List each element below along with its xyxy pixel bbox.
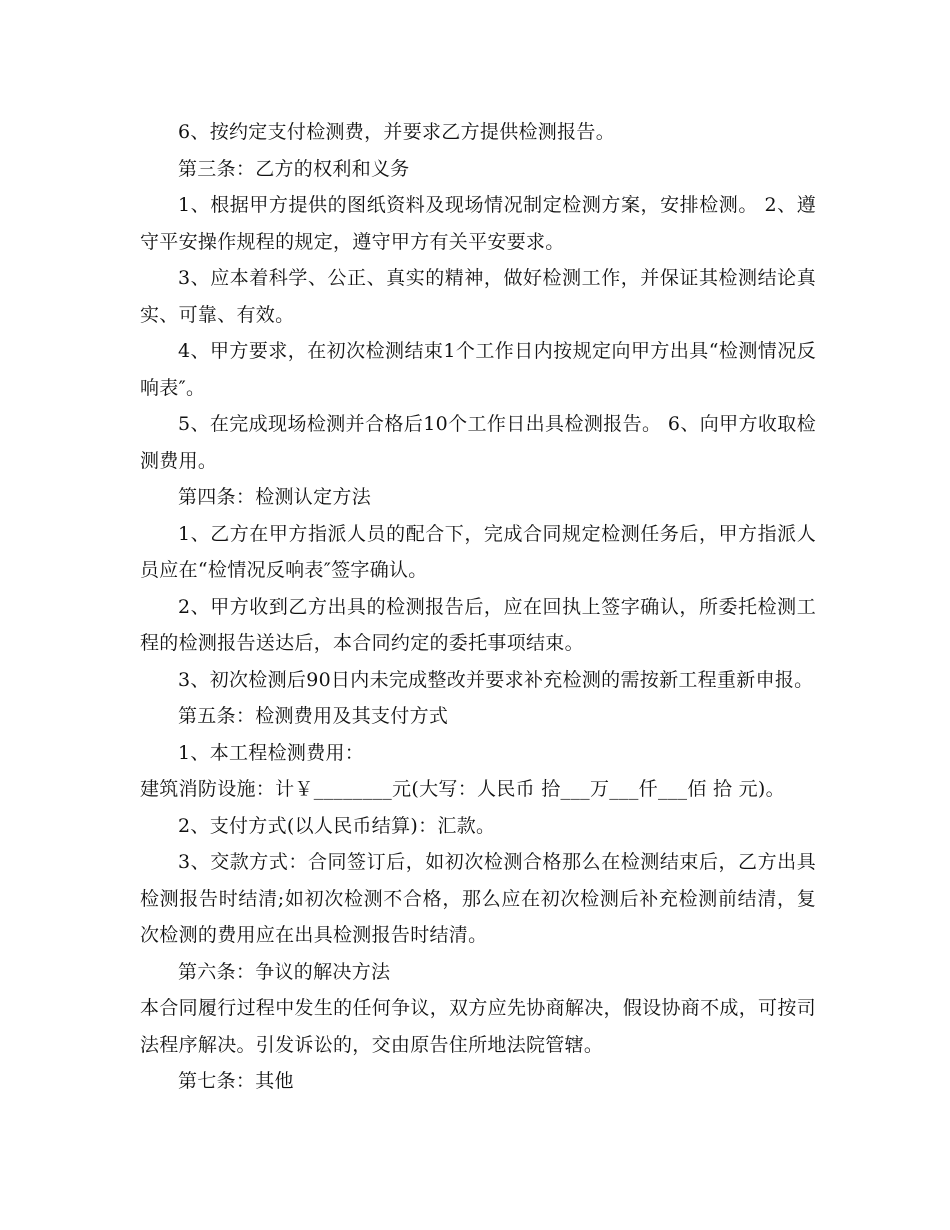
article-5-heading: 第五条：检测费用及其支付方式 xyxy=(178,705,449,727)
clause-item-4-party-b: 4、甲方要求，在初次检测结束1个工作日内按规定向甲方出具“检测情况反响表″。 xyxy=(140,340,816,399)
clause-item-6-party-a: 6、按约定支付检测费，并要求乙方提供检测报告。 xyxy=(178,121,615,143)
clause-item-3-fee: 3、交款方式：合同签订后，如初次检测合格那么在检测结束后，乙方出具检测报告时结清;如初次检测不合格，那么应在初次检测后补充检测前结清，复次检测的费用应在出具检测报告时结清。 xyxy=(140,851,816,946)
clause-item-3-method: 3、初次检测后90日内未完成整改并要求补充检测的需按新工程重新申报。 xyxy=(178,668,814,691)
clause-item-2-fee: 2、支付方式(以人民币结算)：汇款。 xyxy=(178,814,496,837)
fee-amount-line: 建筑消防设施：计￥________元(大写：人民币 拾___万___仟___佰 拾 元)。 xyxy=(140,778,785,800)
clause-item-5-6-party-b: 5、在完成现场检测并合格后10个工作日出具检测报告。 6、向甲方收取检测费用。 xyxy=(140,413,816,472)
clause-item-1-2-party-b: 1、根据甲方提供的图纸资料及现场情况制定检测方案，安排检测。 2、遵守平安操作规程的规定，遵守甲方有关平安要求。 xyxy=(140,194,816,253)
clause-item-1-fee: 1、本工程检测费用： xyxy=(178,741,365,764)
dispute-resolution-text: 本合同履行过程中发生的任何争议，双方应先协商解决，假设协商不成，可按司法程序解决。引发诉讼的，交由原告住所地法院管辖。 xyxy=(140,997,816,1056)
clause-item-1-method: 1、乙方在甲方指派人员的配合下，完成合同规定检测任务后，甲方指派人员应在“检情况反响表″签字确认。 xyxy=(140,522,816,581)
article-6-heading: 第六条：争议的解决方法 xyxy=(178,960,391,983)
clause-item-3-party-b: 3、应本着科学、公正、真实的精神，做好检测工作，并保证其检测结论真实、可靠、有效。 xyxy=(140,267,816,326)
article-4-heading: 第四条：检测认定方法 xyxy=(178,486,372,508)
clause-item-2-method: 2、甲方收到乙方出具的检测报告后，应在回执上签字确认，所委托检测工程的检测报告送达后，本合同约定的委托事项结束。 xyxy=(140,595,816,654)
article-3-heading: 第三条：乙方的权利和义务 xyxy=(178,157,410,180)
document-body xyxy=(140,114,816,1100)
article-7-heading: 第七条：其他 xyxy=(178,1070,294,1092)
